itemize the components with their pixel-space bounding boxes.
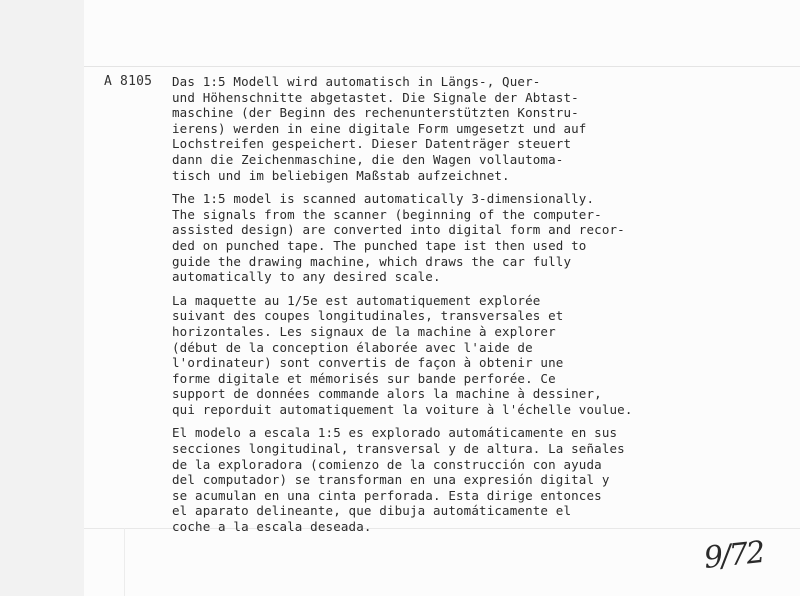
text-line: se acumulan en una cinta perforada. Esta dirige entonces [172, 487, 602, 503]
paragraph-en [172, 191, 732, 285]
text-line: ierens) werden in eine digitale Form umgesetzt und auf [172, 120, 587, 136]
paragraph-es [172, 425, 732, 534]
text-line: La maquette au 1/5e est automatiquement explorée [172, 292, 541, 308]
text-line: The 1:5 model is scanned automatically 3-dimensionally. [172, 191, 595, 207]
text-line: qui reporduit automatiquement la voiture à l'échelle voulue. [172, 401, 633, 417]
text-line: automatically to any desired scale. [172, 269, 441, 285]
bottom-left-divider [124, 528, 125, 596]
reference-number: A 8105 [104, 74, 153, 89]
text-line: The signals from the scanner (beginning of the computer- [172, 206, 602, 222]
caption-text-block [172, 74, 732, 543]
paragraph-fr [172, 293, 732, 418]
text-line: support de données commande alors la machine à dessiner, [172, 386, 602, 402]
text-line: guide the drawing machine, which draws the car fully [172, 253, 572, 269]
text-line: maschine (der Beginn des rechenunterstützten Konstru- [172, 105, 579, 121]
text-line: horizontales. Les signaux de la machine à explorer [172, 323, 556, 339]
text-line: assisted design) are converted into digital form and recor- [172, 222, 625, 238]
handwritten-note: 9/72 [702, 534, 766, 577]
text-line: tisch und im beliebigen Maßstab aufzeichnet. [172, 167, 510, 183]
text-line: ded on punched tape. The punched tape ist then used to [172, 237, 587, 253]
text-line: und Höhenschnitte abgetastet. Die Signale der Abtast- [172, 89, 579, 105]
text-line: l'ordinateur) sont convertis de façon à obtenir une [172, 355, 564, 371]
text-line: de la exploradora (comienzo de la construcción con ayuda [172, 456, 602, 472]
text-line: forme digitale et mémorisés sur bande perforée. Ce [172, 370, 556, 386]
text-line: El modelo a escala 1:5 es explorado automáticamente en sus [172, 425, 618, 441]
paragraph-de [172, 74, 732, 183]
text-line: suivant des coupes longitudinales, transversales et [172, 308, 564, 324]
text-line: dann die Zeichenmaschine, die den Wagen vollautoma- [172, 151, 564, 167]
text-line: coche a la escala deseada. [172, 519, 372, 535]
top-divider [84, 66, 800, 67]
text-line: Lochstreifen gespeichert. Dieser Datenträger steuert [172, 136, 572, 152]
text-line: el aparato delineante, que dibuja automáticamente el [172, 503, 572, 519]
text-line: del computador) se transforman en una expresión digital y [172, 472, 610, 488]
text-line: (début de la conception élaborée avec l'aide de [172, 339, 533, 355]
text-line: secciones longitudinal, transversal y de altura. La señales [172, 441, 625, 457]
text-line: Das 1:5 Modell wird automatisch in Längs-, Quer- [172, 74, 541, 89]
